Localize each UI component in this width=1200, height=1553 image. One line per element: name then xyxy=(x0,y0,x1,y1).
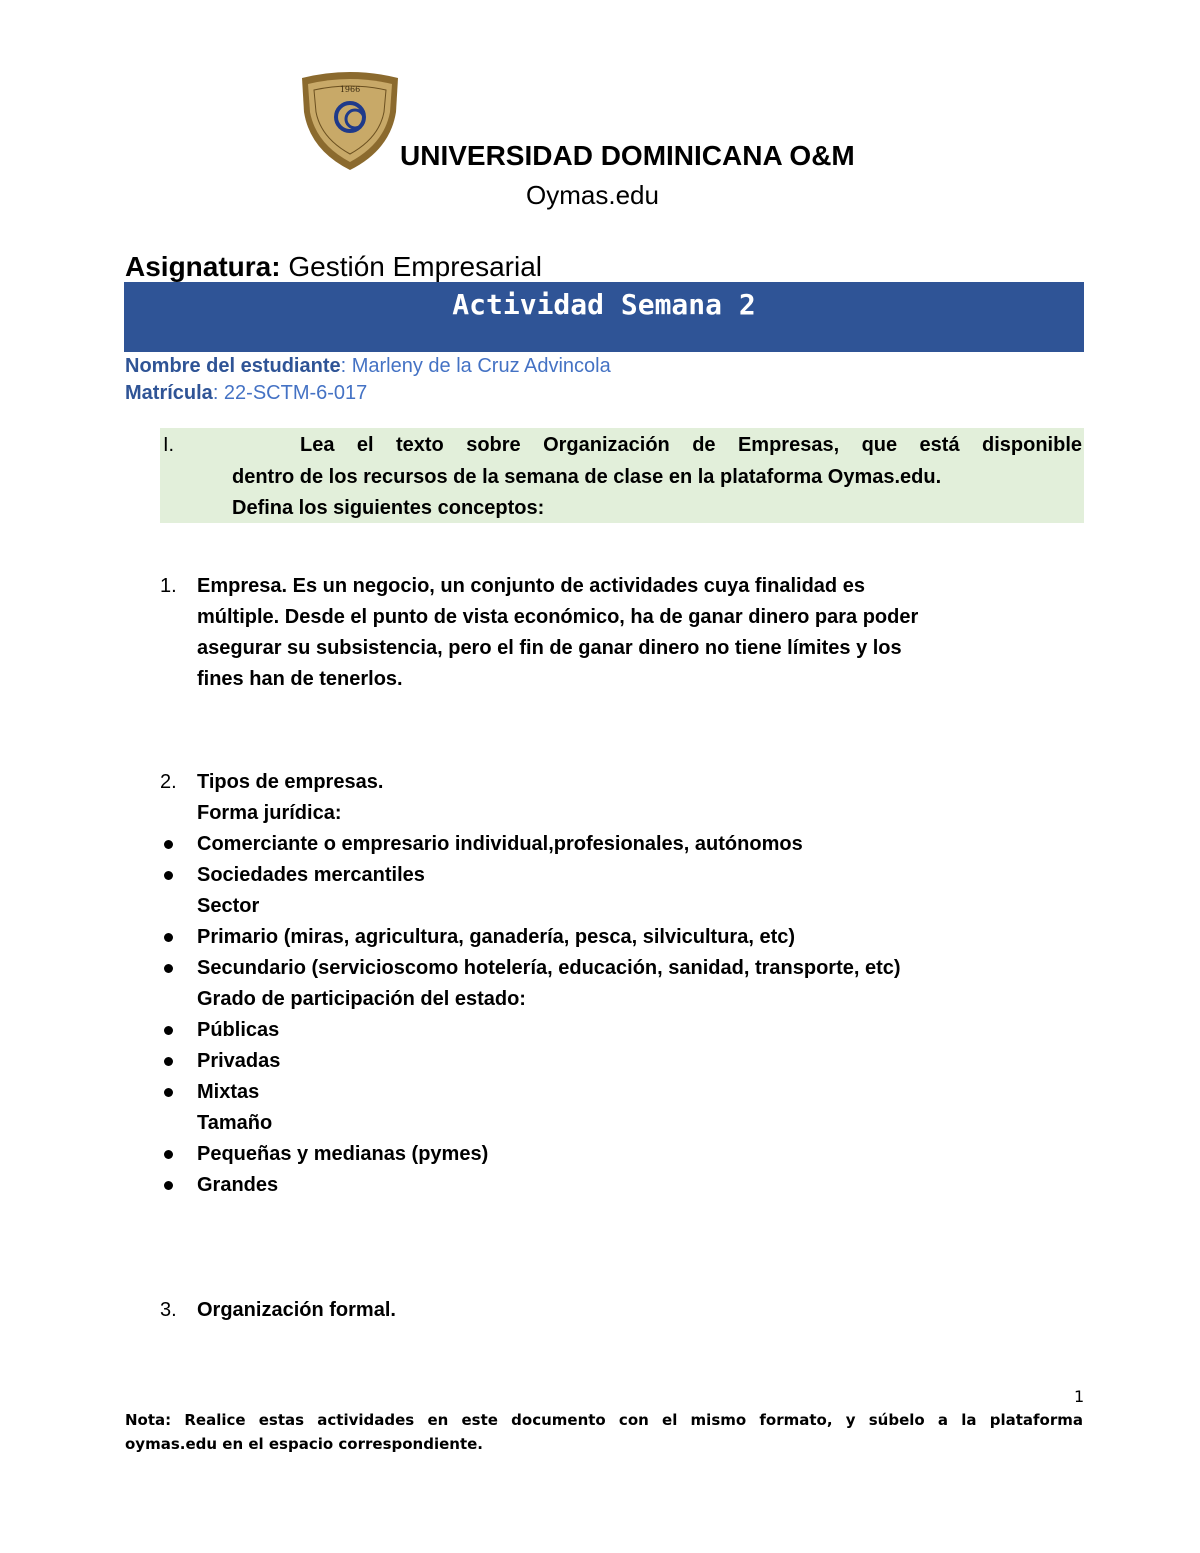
subject-value: Gestión Empresarial xyxy=(288,251,543,282)
university-logo xyxy=(300,72,400,172)
question-number: 3. xyxy=(160,1299,177,1321)
bullet-dot xyxy=(164,964,173,973)
instruction-line: Defina los siguientes conceptos: xyxy=(232,497,545,519)
logo-year: 1966 xyxy=(339,85,361,94)
subject-label: Asignatura: xyxy=(125,251,281,282)
question-title: Tipos de empresas. xyxy=(197,771,384,793)
list-item: Comerciante o empresario individual,profesionales, autónomos xyxy=(197,833,803,855)
footer-note-line: Nota: Realice estas actividades en este documento con el mismo formato, y súbelo a la plataforma xyxy=(125,1411,1083,1429)
footer-note-line: oymas.edu en el espacio correspondiente. xyxy=(125,1435,483,1453)
list-item: Públicas xyxy=(197,1019,280,1041)
matricula-value: : 22-SCTM-6-017 xyxy=(212,382,368,404)
activity-title: Actividad Semana 2 xyxy=(452,288,756,321)
bullet-dot xyxy=(164,1057,173,1066)
bullet-dot xyxy=(164,1181,173,1190)
instruction-number: I. xyxy=(163,434,175,456)
bullet-dot xyxy=(164,933,173,942)
page-number: 1 xyxy=(1074,1387,1085,1406)
question-number: 2. xyxy=(160,771,177,793)
list-item: Mixtas xyxy=(197,1081,260,1103)
student-label: Nombre del estudiante xyxy=(125,355,341,377)
category-heading: Tamaño xyxy=(197,1112,273,1134)
platform-name: Oymas.edu xyxy=(526,180,659,210)
subject-line xyxy=(125,251,542,283)
category-heading: Grado de participación del estado: xyxy=(197,988,526,1010)
matricula-label: Matrícula xyxy=(125,382,213,404)
list-item: Sociedades mercantiles xyxy=(197,864,425,886)
list-item: Secundario (servicioscomo hotelería, educación, sanidad, transporte, etc) xyxy=(197,957,901,979)
category-heading: Forma jurídica: xyxy=(197,802,342,824)
list-item: Pequeñas y medianas (pymes) xyxy=(197,1143,489,1165)
bullet-dot xyxy=(164,871,173,880)
question-text-line: múltiple. Desde el punto de vista económico, ha de ganar dinero para poder xyxy=(197,606,919,628)
question-text-line: fines han de tenerlos. xyxy=(197,668,403,690)
category-heading: Sector xyxy=(197,895,260,917)
list-item: Grandes xyxy=(197,1174,279,1196)
bullet-dot xyxy=(164,1026,173,1035)
bullet-dot xyxy=(164,1088,173,1097)
student-value: : Marleny de la Cruz Advincola xyxy=(340,355,611,377)
list-item: Privadas xyxy=(197,1050,281,1072)
footer-note xyxy=(125,1408,1083,1456)
question-number: 1. xyxy=(160,575,177,597)
bullet-dot xyxy=(164,1150,173,1159)
question-text-line: asegurar su subsistencia, pero el fin de ganar dinero no tiene límites y los xyxy=(197,637,902,659)
instruction-line: dentro de los recursos de la semana de clase en la plataforma Oymas.edu. xyxy=(232,466,942,488)
activity-banner xyxy=(124,282,1084,352)
student-line xyxy=(125,355,611,378)
bullet-dot xyxy=(164,840,173,849)
list-item: Primario (miras, agricultura, ganadería, pesca, silvicultura, etc) xyxy=(197,926,796,948)
university-name: UNIVERSIDAD DOMINICANA O&M xyxy=(400,140,855,171)
matricula-line xyxy=(125,382,367,405)
question-text-line: Empresa. Es un negocio, un conjunto de actividades cuya finalidad es xyxy=(197,575,865,597)
question-title: Organización formal. xyxy=(197,1299,396,1321)
instruction-line: Lea el texto sobre Organización de Empresas, que está disponible xyxy=(300,434,1082,456)
